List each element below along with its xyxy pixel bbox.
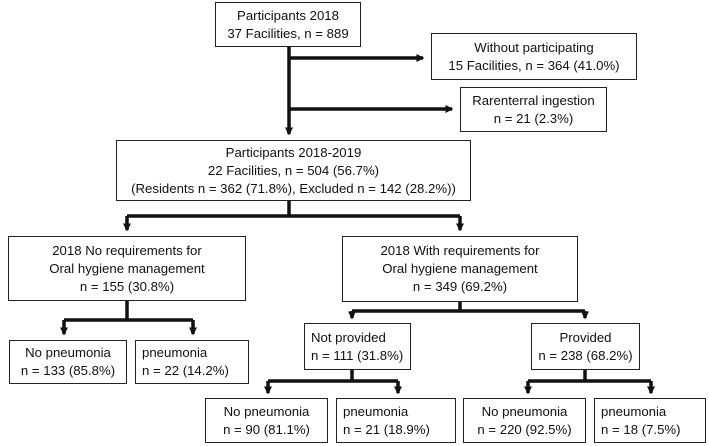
prov-pneumonia-detail: n = 18 (7.5%) — [601, 421, 681, 437]
prov-no-pneumonia-title: No pneumonia — [481, 403, 568, 419]
not-provided-title: Not provided — [311, 329, 386, 345]
participants-2018-box — [215, 2, 361, 47]
with-requirements-line1: 2018 With requirements for — [380, 243, 540, 258]
prov-pneumonia-title: pneumonia — [601, 403, 667, 419]
participants-2018-2019-detail: 22 Facilities, n = 504 (56.7%) — [207, 162, 380, 178]
participants-2018-detail: 37 Facilities, n = 889 — [227, 25, 349, 41]
notprov-pneumonia-box — [336, 398, 456, 443]
not-provided-box — [304, 323, 411, 370]
no-requirements-box — [8, 236, 246, 301]
noreq-no-pneumonia-title: No pneumonia — [25, 345, 111, 360]
notprov-pneumonia-detail: n = 21 (18.9%) — [343, 421, 430, 437]
noreq-pneumonia-title: pneumonia — [142, 345, 208, 360]
without-participating-detail: 15 Facilities, n = 364 (41.0%) — [448, 57, 620, 73]
provided-title: Provided — [559, 329, 612, 345]
noreq-pneumonia-detail: n = 22 (14.2%) — [142, 363, 229, 378]
noreq-no-pneumonia-box — [9, 340, 127, 384]
prov-pneumonia-box — [594, 398, 706, 443]
with-requirements-line3: n = 349 (69.2%) — [412, 279, 508, 294]
participants-2018-title: Participants 2018 — [237, 7, 339, 23]
no-requirements-line1: 2018 No requirements for — [52, 242, 202, 258]
noreq-pneumonia-box — [135, 340, 249, 384]
no-requirements-line2: Oral hygiene management — [49, 260, 205, 276]
participants-2018-2019-residents: (Residents n = 362 (71.8%), Excluded n = 142 (28.2%)) — [131, 180, 456, 196]
with-requirements-line2: Oral hygiene management — [382, 261, 538, 276]
notprov-no-pneumonia-box — [205, 398, 328, 443]
parenteral-ingestion-title: Rarenterral ingestion — [472, 92, 595, 108]
without-participating-box — [431, 33, 637, 80]
no-requirements-line3: n = 155 (30.8%) — [79, 278, 175, 294]
parenteral-ingestion-detail: n = 21 (2.3%) — [493, 110, 574, 126]
notprov-no-pneumonia-title: No pneumonia — [223, 403, 310, 419]
participants-2018-2019-box — [116, 140, 471, 201]
noreq-no-pneumonia-detail: n = 133 (85.8%) — [20, 363, 116, 378]
notprov-no-pneumonia-detail: n = 90 (81.1%) — [223, 421, 310, 437]
without-participating-title: Without participating — [474, 39, 594, 55]
provided-box — [531, 323, 640, 370]
prov-no-pneumonia-box — [463, 398, 586, 443]
with-requirements-box — [342, 236, 578, 302]
not-provided-detail: n = 111 (31.8%) — [311, 347, 404, 363]
parenteral-ingestion-box — [460, 87, 607, 132]
participants-2018-2019-title: Participants 2018-2019 — [225, 144, 362, 160]
prov-no-pneumonia-detail: n = 220 (92.5%) — [477, 421, 572, 437]
notprov-pneumonia-title: pneumonia — [343, 403, 409, 419]
provided-detail: n = 238 (68.2%) — [538, 347, 633, 363]
